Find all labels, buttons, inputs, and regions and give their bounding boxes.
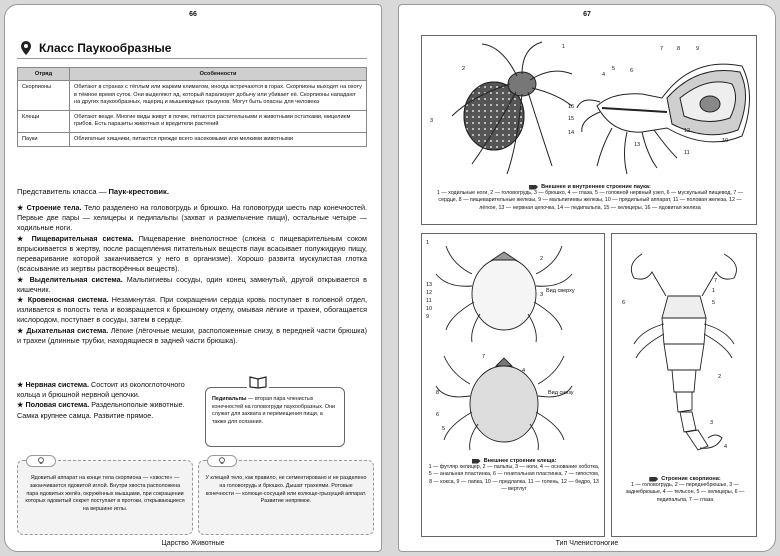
paragraph-head: ★ Нервная система.	[17, 380, 90, 389]
map-pin-icon	[19, 40, 33, 56]
figure-label: 8	[436, 390, 440, 396]
figure-label: 2	[540, 256, 544, 262]
scorpion-caption: 1 — головогрудь, 2 — переднебрюшье, 3 — заднебрюшье, 4 — тельсон, 5 — хелицеры, 6 — педипальпа, 7 — глаза	[625, 482, 745, 503]
paragraph	[17, 400, 199, 420]
figure-label: 12	[426, 290, 433, 296]
figure-label: 5	[442, 426, 446, 432]
figure-label: 6	[630, 68, 634, 74]
caption-title-text: Строение скорпиона:	[661, 476, 721, 482]
figure-label: 1	[426, 240, 430, 246]
paragraph	[17, 203, 367, 234]
paragraph-text: Раздельнополые животные. Самка крупнее самца. Развитие прямое.	[17, 400, 185, 420]
figure-label: 10	[722, 138, 729, 144]
paragraph-text: Пищеварение внеполостное (слюна с пищеварительным соком впрыскивается в жертву, после расщепления питательных веществ паук всасывает полужидкую пищу, переваривание которой заканчивается у него в организме). Хорошо развита мускулистая глотка (всасывание из жертвы растворённых веществ).	[17, 233, 367, 274]
paragraph-head: ★ Половая система.	[17, 400, 90, 410]
representative-label: Представитель класса —	[17, 187, 107, 196]
figure-label: 5	[712, 300, 716, 306]
body-text-narrow	[17, 380, 199, 421]
orders-table	[17, 67, 367, 147]
left-page	[4, 4, 382, 552]
footer-left: Царство Животные	[161, 540, 225, 547]
paragraph-text: Незамкнутая. При сокращении сердца кровь поступает в головной отдел, изливается в полость тела и возвращается к брюшному отделу, омывая лёгкие и трахеи, обогащается кислородом, поступает в сосуды, затем в сердце.	[17, 294, 367, 325]
paragraph-head: ★ Пищеварительная система.	[17, 233, 134, 243]
definition-term: Педипальпы	[212, 396, 247, 402]
view-label-bottom: Вид снизу	[548, 390, 574, 396]
paragraph-text: Мальпигиевы сосуды, один конец замкнутый, другой открывается в кишечник.	[17, 274, 368, 294]
spider-caption-block	[430, 184, 750, 212]
paragraph	[17, 295, 367, 326]
table-cell: Скорпионы	[18, 81, 70, 111]
table-row	[18, 81, 367, 111]
figure-label: 3	[540, 292, 544, 298]
scorpion-drawing	[631, 254, 736, 450]
table-cell: Обитают везде. Многие виды живут в почве, питаются растительными и животными остатками, мицелием грибов. Есть паразиты животных и вредители растений	[70, 110, 367, 132]
paragraph-head: ★ Кровеносная система.	[17, 294, 109, 304]
tick-figure	[421, 233, 605, 537]
table-cell: Облигатные хищники, питаются прежде всего насекомыми или мелкими животными	[70, 132, 367, 147]
table-header-features: Особенности	[70, 68, 367, 81]
caption-arrow-icon	[649, 477, 658, 482]
figure-label: 7	[482, 354, 486, 360]
scorpion-caption-block	[618, 476, 752, 504]
view-label-top: Вид сверху	[546, 288, 575, 294]
spider-illustration	[422, 36, 758, 186]
figure-label: 7	[660, 46, 664, 52]
paragraph-head: ★ Выделительная система.	[17, 274, 123, 284]
figure-label: 10	[426, 306, 433, 312]
figure-label: 13	[634, 142, 641, 148]
figure-label: 6	[436, 412, 440, 418]
lightbulb-icon	[207, 455, 237, 467]
caption-arrow-icon	[529, 185, 538, 190]
table-header-order: Отряд	[18, 68, 70, 81]
table-cell: Клещи	[18, 110, 70, 132]
figure-label: 14	[568, 130, 575, 136]
paragraph-text: Лёгкие (лёгочные мешки, расположенные снизу, в передней части брюшка) и трахеи (длинные трубки, находящиеся в задней части брюшка).	[17, 325, 367, 345]
representative-line	[17, 187, 169, 196]
figure-label: 3	[710, 420, 714, 426]
note-box-scorpion	[17, 460, 193, 535]
figure-label: 9	[426, 314, 430, 320]
paragraph	[17, 234, 367, 275]
tick-caption-block	[428, 458, 600, 494]
figure-label: 3	[430, 118, 434, 124]
caption-arrow-icon	[472, 459, 481, 464]
paragraph-text: Состоит из окологлоточного кольца и брюшной нервной цепочки.	[17, 380, 185, 400]
figure-label: 11	[684, 150, 690, 156]
note-text: У клещей тело, как правило, не сегментировано и не разделено на головогрудь и брюшко. Дышат трахеями. Ротовые конечности — колюще-сосущий или колюще-грызущий аппарат. Развитие непрямое.	[205, 475, 367, 505]
caption-title-text: Внешнее и внутреннее строение паука:	[541, 184, 651, 190]
figure-label: 4	[602, 72, 606, 78]
spider-caption: 1 — ходильные ноги, 2 — головогрудь, 3 — брюшко, 4 — глаза, 5 — головной нервный узел, 6 — мускульный пищевод, 7 — сердце, 8 — пищеварительные железы, 9 — мальпигиевы железы, 10 — прядильный аппарат, 11 — половая железа, 12 — лёгкое, 13 — нервная цепочка, 14 — педипальпа, 15 — хелицеры, 16 — ядовитая железа	[436, 190, 744, 211]
figure-label: 1	[712, 288, 716, 294]
book-icon	[247, 375, 269, 389]
paragraph	[17, 275, 367, 295]
page-title: Класс Паукообразные	[39, 40, 172, 55]
figure-label: 1	[562, 44, 566, 50]
paragraph-head: ★ Дыхательная система.	[17, 325, 109, 335]
figure-label: 4	[522, 368, 526, 374]
figure-label: 8	[677, 46, 681, 52]
figure-label: 16	[568, 104, 575, 110]
figure-label: 13	[426, 282, 433, 288]
paragraph	[17, 380, 199, 400]
tick-top-view	[436, 246, 572, 342]
definition-text: — вторая пара членистых конечностей на головогруди паукообразных. Они служат для захвата и перемещения пищи, а также для осязания.	[212, 396, 336, 425]
figure-label: 5	[612, 66, 616, 72]
spider-figure	[421, 35, 757, 225]
figure-label: 11	[426, 298, 432, 304]
lightbulb-icon	[26, 455, 56, 467]
figure-label: 12	[684, 128, 691, 134]
figure-label: 9	[696, 46, 700, 52]
figure-label: 7	[714, 278, 718, 284]
figure-label: 2	[462, 66, 466, 72]
scorpion-illustration	[612, 234, 758, 474]
caption-title-text: Внешнее строение клеща:	[483, 458, 557, 464]
spider-external-drawing	[452, 42, 575, 174]
tick-caption: 1 — футляр хелицер, 2 — пальпы, 3 — ноги, 4 — основание хоботка, 5 — анальная пластинка, 6 — генитальная пластинка, 7 — гипостом, 8 — кокса, 9 — лапка, 10 — предлапка, 11 — голень, 12 — бедро, 13 — вертлуг	[428, 464, 600, 493]
figure-label: 15	[568, 116, 575, 122]
tick-bottom-view	[436, 356, 572, 450]
table-cell: Обитают в странах с тёплым или жарким климатом, иногда встречаются в горах. Скорпионы выходят на охоту в тёмное время суток. Они выделяют яд, который парализует добычу или убивает её. Скорпионы нападают на других паукообразных, ящериц и мышевидных грызунов. Могут быть опасны для человека	[70, 81, 367, 111]
paragraph-text: Тело разделено на головогрудь и брюшко. На головогруди шесть пар конечностей. Первые две пары — хелицеры и педипальпы (захват и размельчение пищи), остальные четыре — ходильные ноги.	[17, 203, 367, 233]
spider-internal-drawing	[577, 64, 750, 174]
representative-name: Паук-крестовик.	[108, 187, 169, 196]
table-row	[18, 132, 367, 147]
right-page	[398, 4, 776, 552]
figure-label: 4	[724, 444, 728, 450]
scorpion-figure	[611, 233, 757, 537]
tick-illustration	[422, 234, 606, 456]
footer-right: Тип Членистоногие	[555, 540, 619, 547]
definition-box	[205, 387, 345, 447]
page-number-left: 66	[189, 11, 197, 18]
table-row	[18, 110, 367, 132]
page-number-right: 67	[583, 11, 591, 18]
table-cell: Пауки	[18, 132, 70, 147]
body-text	[17, 203, 367, 346]
note-text: Ядовитый аппарат на конце тела скорпиона — «хвосте» — заканчивается ядовитой иглой. Внутри хвоста расположена пара ядовитых желёз, окружённых мышцами, при сокращении которых ядовитый секрет поступает в протоки, открывающиеся на вершине иглы.	[25, 475, 185, 513]
paragraph-head: ★ Строение тела.	[17, 203, 82, 212]
figure-label: 2	[718, 374, 722, 380]
section-title-bar	[17, 37, 367, 59]
paragraph	[17, 326, 367, 346]
figure-label: 6	[622, 300, 626, 306]
note-box-ticks	[198, 460, 374, 535]
